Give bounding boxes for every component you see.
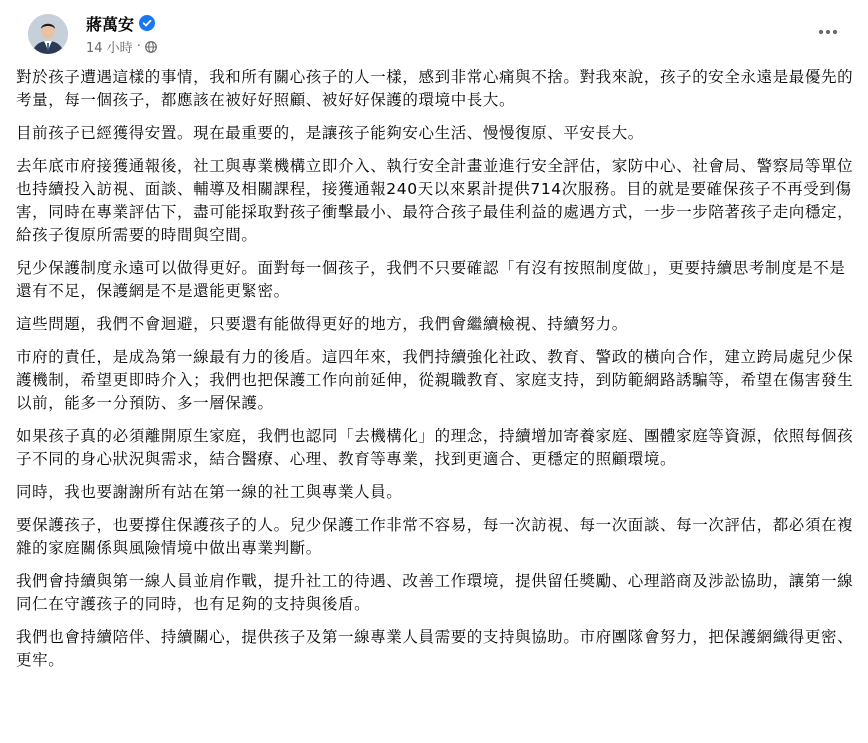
- author-avatar[interactable]: [28, 14, 68, 54]
- author-name[interactable]: 蔣萬安: [86, 14, 135, 34]
- post-paragraph: 要保護孩子，也要撐住保護孩子的人。兒少保護工作非常不容易，每一次訪視、每一次面談、每一次評估，都必須在複雜的家庭關係與風險情境中做出專業判斷。: [16, 516, 854, 557]
- globe-icon[interactable]: [145, 41, 157, 53]
- post-paragraph: 對於孩子遭遇這樣的事情，我和所有關心孩子的人一樣，感到非常心痛與不捨。對我來說，孩子的安全永遠是最優先的考量，每一個孩子，都應該在被好好照顧、被好好保護的環境中長大。: [16, 68, 854, 109]
- post-paragraph: 我們也會持續陪伴、持續關心，提供孩子及第一線專業人員需要的支持與協助。市府團隊會努力，把保護網織得更密、更牢。: [16, 628, 854, 669]
- post-paragraph: 如果孩子真的必須離開原生家庭，我們也認同「去機構化」的理念，持續增加寄養家庭、團體家庭等資源，依照每個孩子不同的身心狀況與需求，結合醫療、心理、教育等專業，找到更適合、更穩定的照顧環境。: [16, 427, 854, 468]
- author-row: [86, 12, 157, 34]
- post-paragraph: 市府的責任，是成為第一線最有力的後盾。這四年來，我們持續強化社政、教育、警政的橫向合作，建立跨局處兒少保護機制，希望更即時介入；我們也把保護工作向前延伸，從親職教育、家庭支持，到防範網路誘騙等，希望在傷害發生以前，能多一分預防、多一層保護。: [16, 348, 854, 412]
- post-paragraph: 同時，我也要謝謝所有站在第一線的社工與專業人員。: [16, 483, 403, 501]
- more-options-button[interactable]: [810, 14, 846, 50]
- post-meta: [86, 37, 157, 56]
- post-paragraph: 我們會持續與第一線人員並肩作戰，提升社工的待遇、改善工作環境，提供留任獎勵、心理諮商及涉訟協助，讓第一線同仁在守護孩子的同時，也有足夠的支持與後盾。: [16, 572, 854, 613]
- author-block: [86, 12, 157, 56]
- post-paragraph: 這些問題，我們不會迴避，只要還有能做得更好的地方，我們會繼續檢視、持續努力。: [16, 315, 628, 333]
- meta-separator: ·: [136, 39, 141, 54]
- post-paragraph: 兒少保護制度永遠可以做得更好。面對每一個孩子，我們不只要確認「有沒有按照制度做」，更要持續思考制度是不是還有不足，保護網是不是還能更緊密。: [16, 259, 846, 300]
- post-paragraph: 去年底市府接獲通報後，社工與專業機構立即介入、執行安全計畫並進行安全評估，家防中心、社會局、警察局等單位也持續投入訪視、面談、輔導及相關課程，接獲通報240天以來累計提供714次服務。目的就是要確保孩子不再受到傷害，同時在專業評估下，盡可能採取對孩子衝擊最小、最符合孩子最佳利益的處遇方式，一步一步陪著孩子走向穩定，給孩子復原所需要的時間與空間。: [16, 157, 854, 244]
- post-paragraph: 目前孩子已經獲得安置。現在最重要的，是讓孩子能夠安心生活、慢慢復原、平安長大。: [16, 124, 644, 142]
- avatar-photo: [28, 14, 68, 54]
- verified-badge-icon: [139, 15, 155, 31]
- post-header: [16, 0, 856, 66]
- more-horizontal-icon: [818, 29, 838, 35]
- post-timestamp[interactable]: 14 小時: [86, 41, 133, 56]
- post-body: [16, 66, 856, 672]
